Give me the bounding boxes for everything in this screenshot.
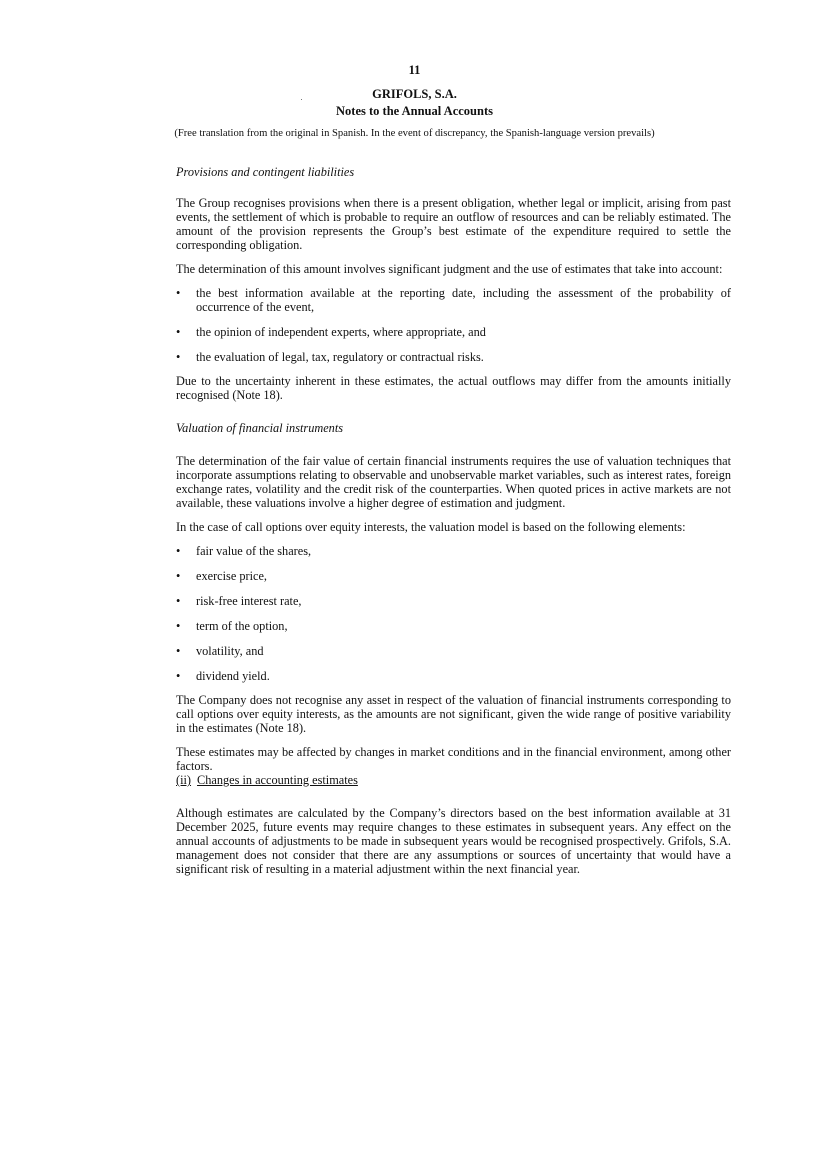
changes-paragraph-1: Although estimates are calculated by the Company’s directors based on the best information available at 31 December 2025, future events may require changes to these estimates in subsequent years. Any effect on the annual accounts of adjustments to be made in subsequent years would be recognised prospectively. Grifols, S.A. management does not consider that there are any assumptions or sources of uncertainty that would have a significant risk of resulting in a material adjustment within the next financial year.: [176, 806, 731, 876]
valuation-paragraph-4: These estimates may be affected by changes in market conditions and in the financial environment, among other factors.: [176, 745, 731, 773]
valuation-heading: Valuation of financial instruments: [176, 421, 344, 435]
section-title: Changes in accounting estimates: [197, 773, 358, 787]
list-item: • exercise price,: [176, 569, 731, 583]
changes-section-heading: [176, 773, 731, 787]
page-number: 11: [408, 63, 421, 77]
provisions-paragraph-1: The Group recognises provisions when there is a present obligation, whether legal or implicit, arising from past events, the settlement of which is probable to require an outflow of resources and can be reliably estimated. The amount of the provision represents the Group’s best estimate of the expenditure required to settle the corresponding obligation.: [176, 196, 731, 252]
company-name: GRIFOLS, S.A.: [372, 87, 457, 101]
list-item: • volatility, and: [176, 644, 731, 658]
list-item: • term of the option,: [176, 619, 731, 633]
list-item: • fair value of the shares,: [176, 544, 731, 558]
page-content: [176, 165, 731, 876]
valuation-paragraph-2: In the case of call options over equity interests, the valuation model is based on the following elements:: [176, 520, 686, 534]
section-number: (ii): [176, 773, 192, 787]
list-item: • the evaluation of legal, tax, regulatory or contractual risks.: [176, 350, 731, 364]
provisions-paragraph-2: The determination of this amount involves significant judgment and the use of estimates that take into account:: [176, 262, 723, 276]
provisions-paragraph-3: Due to the uncertainty inherent in these estimates, the actual outflows may differ from the amounts initially recognised (Note 18).: [176, 374, 731, 402]
list-item: • dividend yield.: [176, 669, 731, 683]
list-item: • the opinion of independent experts, where appropriate, and: [176, 325, 731, 339]
stray-dot: [301, 99, 302, 100]
list-item: • the best information available at the reporting date, including the assessment of the probability of occurrence of the event,: [176, 286, 731, 314]
valuation-paragraph-1: The determination of the fair value of certain financial instruments requires the use of valuation techniques that incorporate assumptions relating to observable and unobservable market variables, such as interest rates, foreign exchange rates, volatility and the credit risk of the counterparties. When quoted prices in active markets are not available, these valuations involve a higher degree of estimation and judgment.: [176, 454, 731, 510]
translation-disclaimer: (Free translation from the original in Spanish. In the event of discrepancy, the Spanish-language version prevails): [174, 128, 655, 139]
valuation-paragraph-3: The Company does not recognise any asset in respect of the valuation of financial instruments corresponding to call options over equity interests, as the amounts are not significant, given the wide range of positive variability in the estimates (Note 18).: [176, 693, 731, 735]
provisions-bullet-list: [176, 286, 731, 364]
document-title: Notes to the Annual Accounts: [336, 104, 493, 118]
provisions-heading: Provisions and contingent liabilities: [176, 165, 355, 179]
list-item: • risk-free interest rate,: [176, 594, 731, 608]
valuation-bullet-list: [176, 544, 731, 683]
